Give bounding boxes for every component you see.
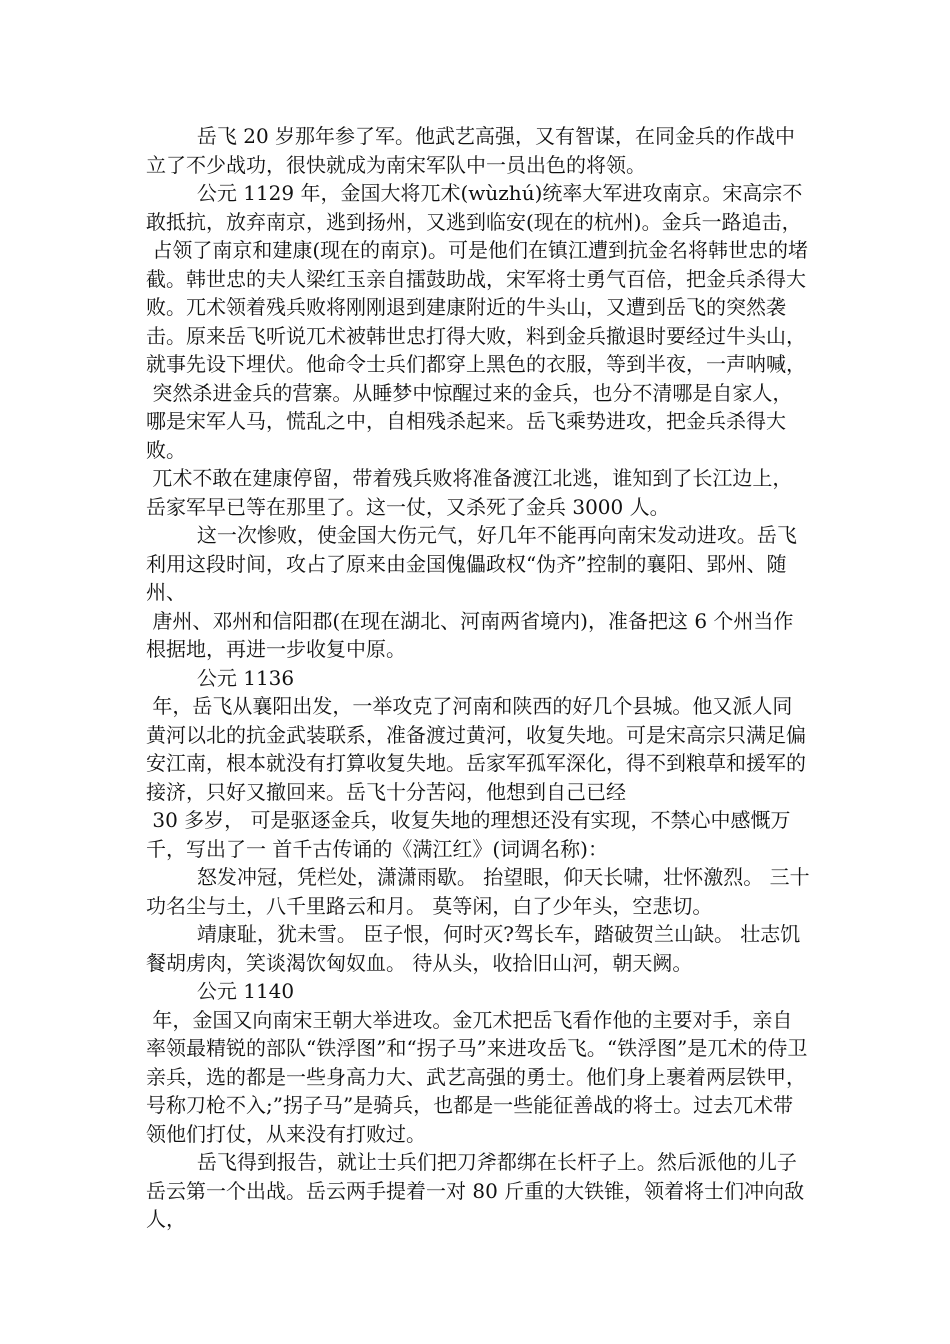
paragraph: 突然杀进金兵的营寨。从睡梦中惊醒过来的金兵，也分不清哪是自家人，哪是宋军人马，慌乱之中，自相残杀起来。岳飞乘势进攻，把金兵杀得大败。 bbox=[146, 380, 793, 462]
poem-stanza: 怒发冲冠，凭栏处，潇潇雨歇。 抬望眼，仰天长啸，壮怀激烈。 三十功名尘与土，八千里路云和月。 莫等闲，白了少年头，空悲切。 bbox=[146, 865, 810, 918]
paragraph: 年，金国又向南宋王朝大举进攻。金兀术把岳飞看作他的主要对手，亲自率领最精锐的部队“铁浮图”和“拐子马”来进攻岳飞。“铁浮图”是兀术的侍卫亲兵，选的都是一些身高力大、武艺高强的勇士。他们身上裹着两层铁甲，号称刀枪不入;”拐子马”是骑兵，也都是一些能征善战的将士。过去兀术带领他们打仗，从来没有打败过。 bbox=[146, 1007, 808, 1146]
paragraph: 占领了南京和建康(现在的南京)。可是他们在镇江遭到抗金名将韩世忠的堵截。韩世忠的夫人梁红玉亲自擂鼓助战，宋军将士勇气百倍，把金兵杀得大败。兀术领着残兵败将刚刚退到建康附近的牛头山，又遭到岳飞的突然袭击。原来岳飞听说兀术被韩世忠打得大败，料到金兵撤退时要经过牛头山，就事先设下埋伏。他命令士兵们都穿上黑色的衣服，等到半夜，一声呐喊， bbox=[146, 238, 808, 376]
document-body bbox=[146, 122, 810, 1234]
paragraph: 岳飞 20 岁那年参了军。他武艺高强，又有智谋，在同金兵的作战中立了不少战功，很快就成为南宋军队中一员出色的将领。 bbox=[146, 124, 796, 177]
paragraph: 这一次惨败，使金国大伤元气，好几年不能再向南宋发动进攻。岳飞利用这段时间，攻占了原来由金国傀儡政权“伪齐”控制的襄阳、郢州、随州、 bbox=[146, 523, 797, 604]
paragraph: 兀术不敢在建康停留，带着残兵败将准备渡江北逃，谁知到了长江边上，岳家军早已等在那里了。这一仗，又杀死了金兵 3000 人。 bbox=[146, 466, 793, 519]
paragraph: 年，岳飞从襄阳出发，一举攻克了河南和陕西的好几个县城。他又派人同黄河以北的抗金武装联系，准备渡过黄河，收复失地。可是宋高宗只满足偏安江南，根本就没有打算收复失地。岳家军孤军深化，得不到粮草和援军的接济，只好又撤回来。岳飞十分苦闷，他想到自己已经 bbox=[146, 694, 806, 804]
paragraph: 公元 1140 bbox=[146, 979, 295, 1003]
paragraph: 公元 1136 bbox=[146, 665, 295, 690]
paragraph: 30 多岁， 可是驱逐金兵，收复失地的理想还没有实现，不禁心中感慨万千，写出了一 首千古传诵的《满江红》(词调名称)： bbox=[146, 808, 791, 861]
paragraph: 唐州、邓州和信阳郡(在现在湖北、河南两省境内)，准备把这 6 个州当作 根据地，再进一步收复中原。 bbox=[146, 608, 800, 661]
paragraph: 岳飞得到报告，就让士兵们把刀斧都绑在长杆子上。然后派他的儿子岳云第一个出战。岳云两手提着一对 80 斤重的大铁锥，领着将士们冲向敌人， bbox=[146, 1150, 805, 1231]
paragraph: 公元 1129 年，金国大将兀术(wùzhú)统率大军进攻南京。宋高宗不敢抵抗，放弃南京，逃到扬州，又逃到临安(现在的杭州)。金兵一路追击， bbox=[146, 181, 803, 234]
poem-stanza: 靖康耻，犹未雪。 臣子恨，何时灭?驾长车，踏破贺兰山缺。 壮志饥餐胡虏肉，笑谈渴饮匈奴血。 待从头，收拾旧山河，朝天阙。 bbox=[146, 922, 801, 975]
